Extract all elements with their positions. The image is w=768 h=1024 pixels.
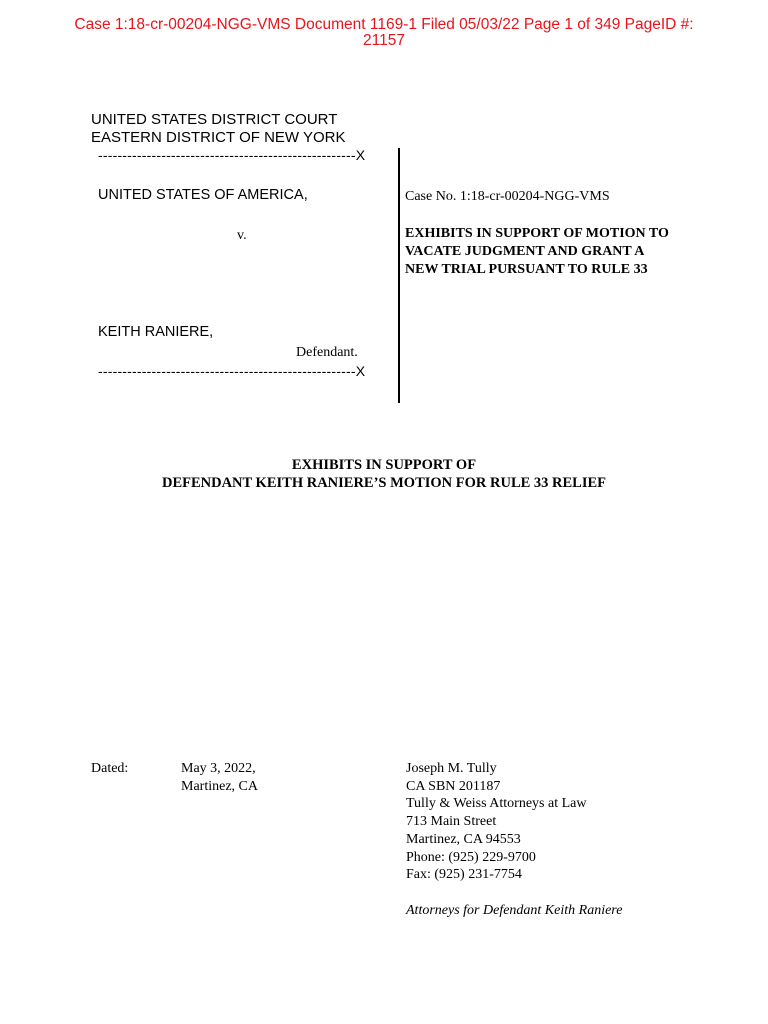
defendant-role: Defendant. xyxy=(296,345,358,360)
court-name-line2: EASTERN DISTRICT OF NEW YORK xyxy=(91,129,346,146)
attorney-name: Joseph M. Tully xyxy=(406,761,497,776)
document-title-line1: EXHIBITS IN SUPPORT OF xyxy=(291,457,477,473)
plaintiff-name: UNITED STATES OF AMERICA, xyxy=(98,187,308,203)
signature-place: Martinez, CA xyxy=(181,779,258,794)
firm-fax: Fax: (925) 231-7754 xyxy=(406,867,522,882)
attorney-bar-number: CA SBN 201187 xyxy=(406,779,501,794)
filing-header-line2: 21157 xyxy=(363,32,405,49)
motion-title-line3: NEW TRIAL PURSUANT TO RULE 33 xyxy=(405,262,648,277)
firm-street: 713 Main Street xyxy=(406,814,497,829)
firm-city: Martinez, CA 94553 xyxy=(406,832,521,847)
motion-title-line1: EXHIBITS IN SUPPORT OF MOTION TO xyxy=(405,226,669,241)
dated-label: Dated: xyxy=(91,761,129,776)
document-title-line2: DEFENDANT KEITH RANIERE’S MOTION FOR RULE 33 RELIEF xyxy=(161,475,607,491)
filing-header-line1: Case 1:18-cr-00204-NGG-VMS Document 1169-1 Filed 05/03/22 Page 1 of 349 PageID #: xyxy=(74,16,694,33)
attorneys-for-line: Attorneys for Defendant Keith Raniere xyxy=(406,903,623,918)
court-name-line1: UNITED STATES DISTRICT COURT xyxy=(91,111,338,128)
motion-title-line2: VACATE JUDGMENT AND GRANT A xyxy=(405,244,645,259)
firm-phone: Phone: (925) 229-9700 xyxy=(406,850,536,865)
versus-label: v. xyxy=(237,228,247,243)
caption-dash-bottom: -----------------------------------------------------X xyxy=(98,363,366,379)
case-number: Case No. 1:18-cr-00204-NGG-VMS xyxy=(405,189,610,204)
signature-date: May 3, 2022, xyxy=(181,761,256,776)
caption-divider xyxy=(398,148,400,403)
caption-dash-top: -----------------------------------------------------X xyxy=(98,147,366,163)
law-firm-name: Tully & Weiss Attorneys at Law xyxy=(406,796,587,811)
defendant-name: KEITH RANIERE, xyxy=(98,324,214,340)
